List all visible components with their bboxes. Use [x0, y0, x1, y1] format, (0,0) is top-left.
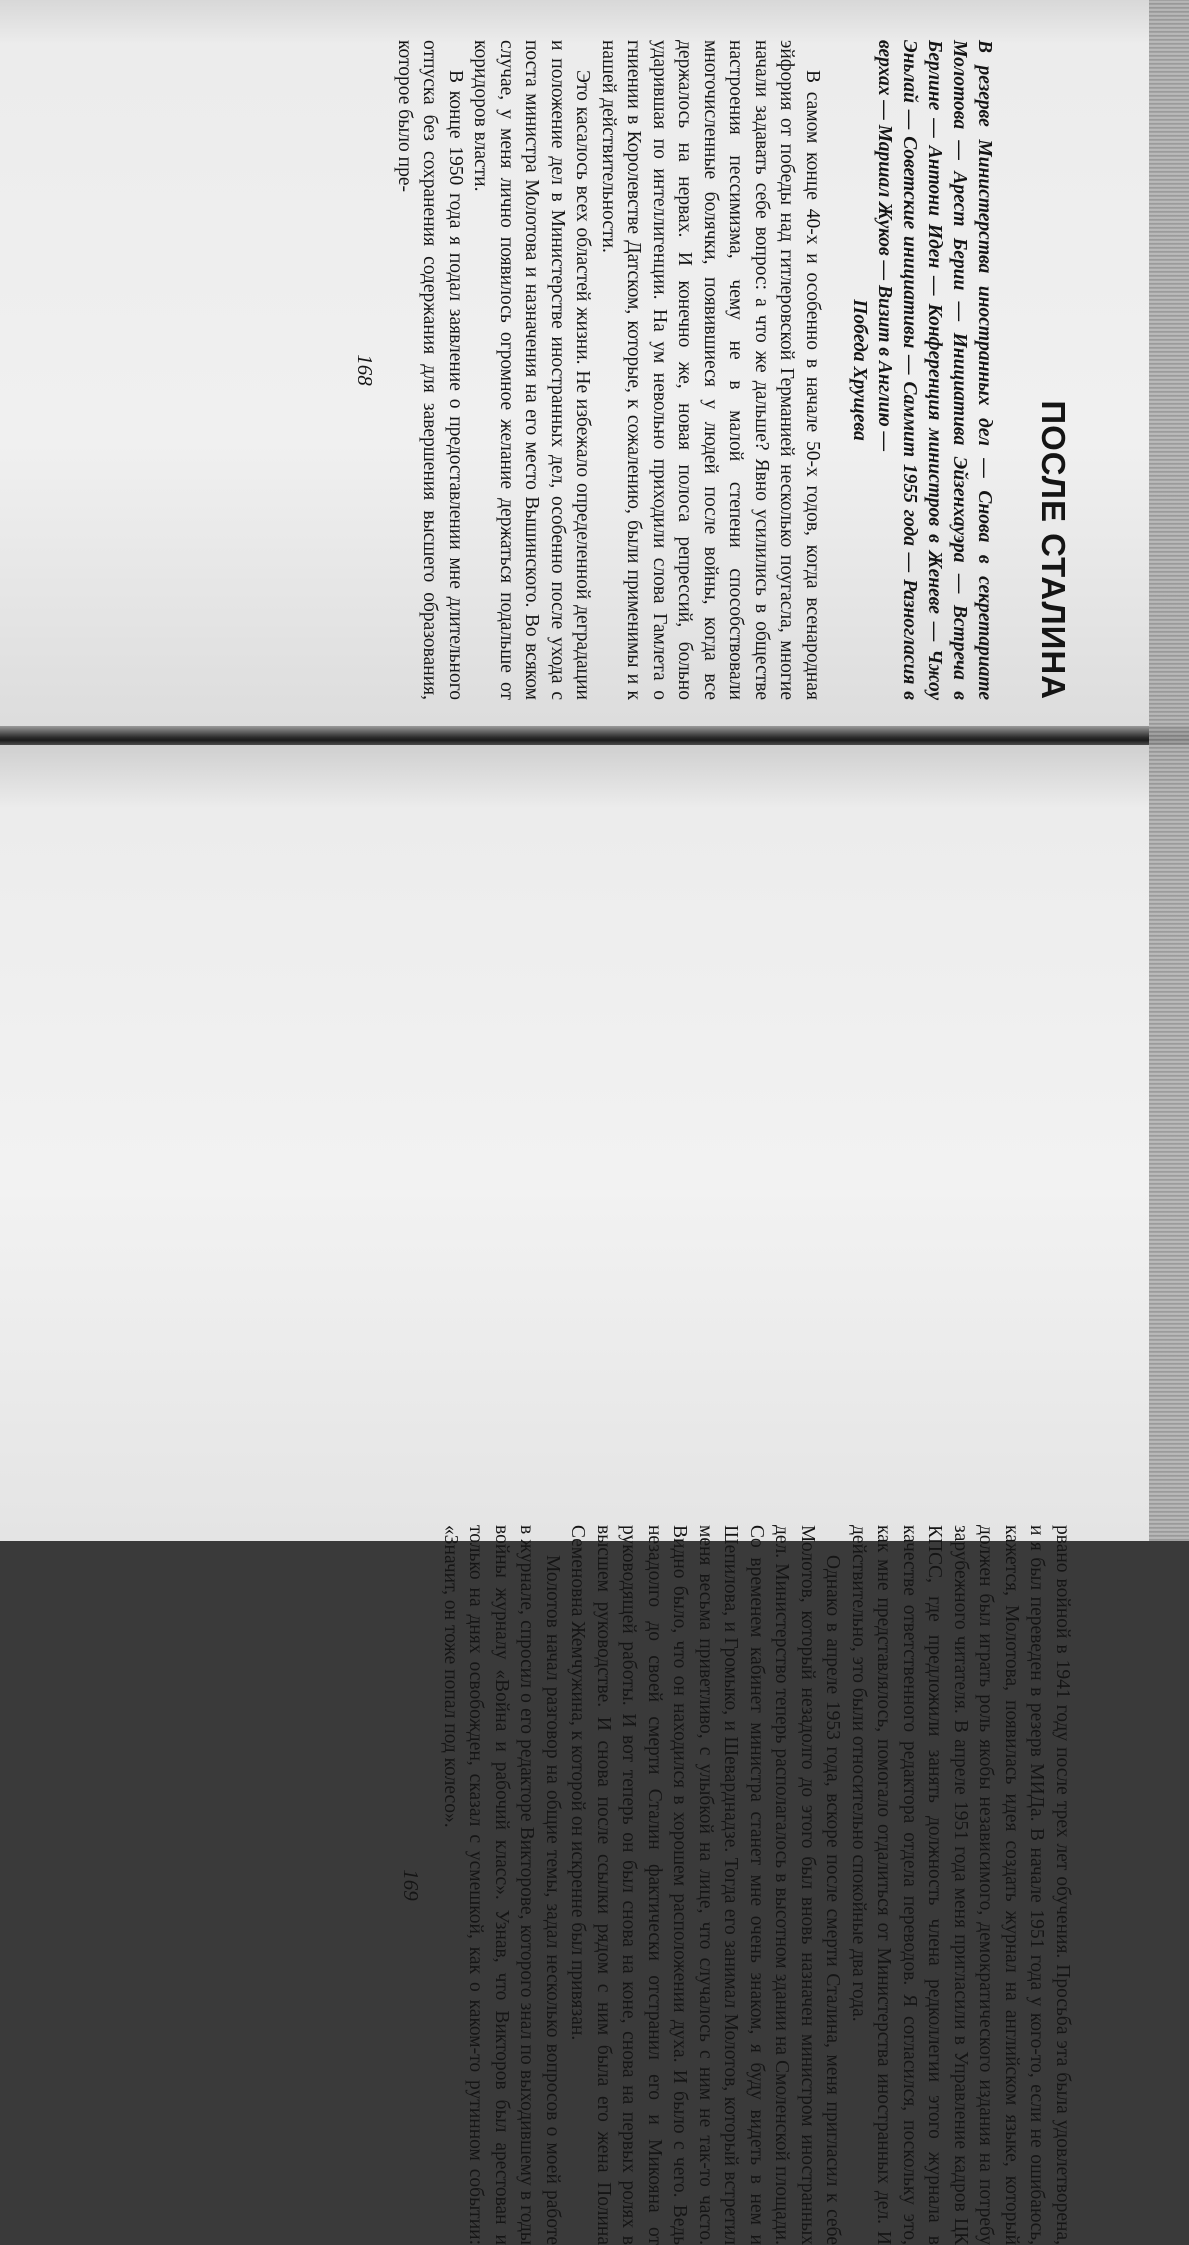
right-page — [0, 745, 1189, 2245]
page-number: 168 — [353, 354, 378, 386]
chapter-title: ПОСЛЕ СТАЛИНА — [1035, 400, 1072, 700]
epigraph-last-line: Победа Хрущева — [849, 299, 870, 441]
left-page — [0, 0, 1189, 735]
paragraph: В самом конце 40-х и особенно в начале 50-х годов, когда всенародная эйфория от победы над гитлеровской Германией несколько поугасла, многие начали задавать себе вопрос: а что же дальше? Явно усилились в обществе настроения пессимизма, чему не в малой степени способствовали многочисленные болячки, появившиеся у людей после войны, когда все держалось на нервах. И конечно же, новая полоса репрессий, больно ударившая по интеллигенции. На ум невольно приходили слова Гамлета о гниении в Королевстве Датском, которые, к сожалению, были применимы и к нашей действительности. — [598, 40, 823, 700]
paragraph: Это касалось всех областей жизни. Не избежало определенной деградации и положение дел в Министерстве иностранных дел, особенно после ухода с поста министра Молотова и назначения на его место Вышинского. Во всяком случае, у меня лично появилось огромное желание держаться подальше от коридоров власти. — [470, 40, 594, 700]
paragraph: Молотов начал разговор на общие темы, задал несколько вопросов о моей работе в журнале, спросил о его редакторе Викторове, которого знал по выходившему в годы войны журналу «Война и рабочий класс». Узнав, что Викторов был арестован и только на днях освобожден, сказал с усмешкой, как о каком-то рутинном событии: «Значит, он тоже попал под колесо». — [440, 1525, 563, 2245]
right-page-text — [399, 1525, 1076, 2245]
page-edges — [1149, 0, 1189, 1541]
left-page-text — [353, 40, 1071, 700]
paragraph: Однако в апреле 1953 года, вскоре после смерти Сталина, меня пригласил к себе Молотов, который незадолго до этого был вновь назначен министром иностранных дел. Министерство теперь располагалось в высотном здании на Смоленской площади. Со временем кабинет министра станет мне очень знаком, я буду видеть в нем и Шепилова, и Громыко, и Шеварднадзе. Тогда его занимал Молотов, который встретил меня весьма приветливо, с улыбкой на лице, что случалось с ним не так-то часто. Видно было, что он находился в хорошем расположении духа. И было с чего. Ведь незадолго до своей смерти Сталин фактически отстранил его и Микояна от руководящей работы. И вот теперь он был снова на коне, снова на первых ролях в высшем руководстве. И снова после ссылки рядом с ним была его жена Полина Семеновна Жемчужина, к которой он искренне был привязан. — [567, 1525, 844, 2245]
epigraph-text: В резерве Министерства иностранных дел — Снова в секретариате Молотова — Арест Берии — Инициатива Эйзенхауэра — Встреча в Берлине — Антони Иден — Конференция министров в Женеве — Чжоу Эньлай — Советские инициативы — Саммит 1955 года — Разногласия в верхах — Маршал Жуков — Визит в Англию — — [874, 40, 995, 700]
paragraph: В конце 1950 года я подал заявление о предоставлении мне длительного отпуска без сохранения содержания для завершения высшего образования, которое было пре- — [394, 40, 466, 700]
paragraph: рвано войной в 1941 году после трех лет обучения. Просьба эта была удовлетворена, и я был переведен в резерв МИДа. В начале 1951 года у кого-то, если не ошибаюсь, кажется, Молотова, появилась идея создать журнал на английском языке, который должен был играть роль якобы независимого, демократического издания на потребу зарубежного читателя. В апреле 1951 года меня пригласили в Управление кадров ЦК КПСС, где предложили занять должность члена редколлегии этого журнала в качестве ответственного редактора отдела переводов. Я согласился, поскольку это, как мне представлялось, помогало отдалиться от Министерства иностранных дел. И действительно, это были относительно спокойные два года. — [848, 1525, 1073, 2245]
chapter-epigraph — [847, 40, 997, 700]
page-number: 169 — [399, 1869, 424, 1901]
